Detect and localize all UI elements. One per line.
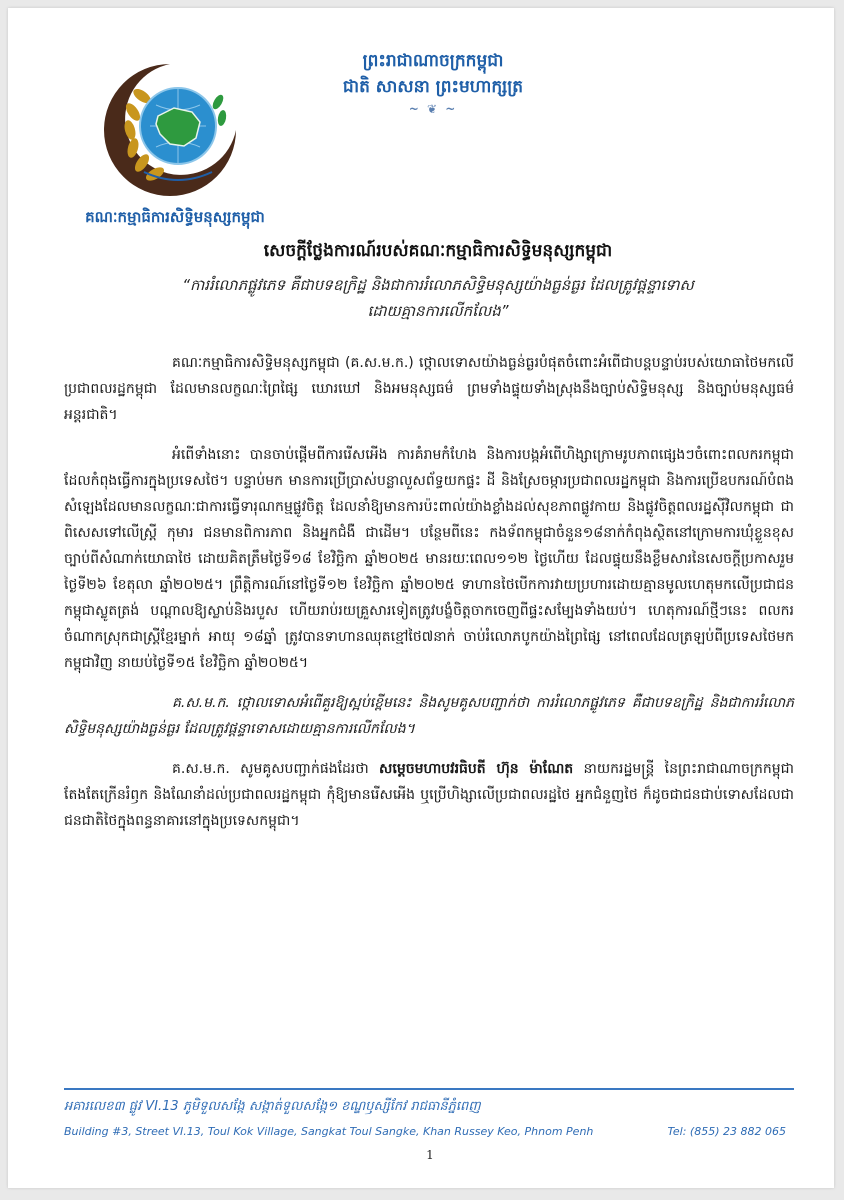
chrhc-emblem-icon <box>100 60 240 200</box>
organization-name: គណៈកម្មាធិការសិទ្ធិមនុស្សកម្ពុជា <box>85 208 265 226</box>
paragraph-4 <box>64 756 794 834</box>
paragraph-4-rest: នាយករដ្ឋមន្ត្រី នៃព្រះរាជាណាចក្រកម្ពុជា តែងតែក្រើនរំឭក និងណែនាំដល់ប្រជាពលរដ្ឋកម្ពុជា កុំឱ្យមានរើសអើង ឬប្រើហិង្សាលើប្រជាពលរដ្ឋថៃ អ្នកជំនួញថៃ ក៏ដូចជាជនជាប់ទោសដែលជាជនជាតិថៃក្នុងពន្ធនាគារនៅក្នុងប្រទេសកម្ពុជា។ <box>64 761 794 829</box>
ornament-divider: ~ ❦ ~ <box>408 102 458 116</box>
page-number: 1 <box>426 1148 434 1162</box>
document-subtitle <box>158 272 718 324</box>
document-page <box>8 8 834 1188</box>
footer-address-english: Building #3, Street VI.13, Toul Kok Village, Sangkat Toul Sangke, Khan Russey Keo, Phnom Penh <box>64 1125 594 1138</box>
paragraph-3: គ.ស.ម.ក. ថ្កោលទោសអំពើគួរឱ្យស្អប់ខ្ពើមនេះ និងសូមគូសបញ្ជាក់ថា ការរំលោភផ្លូវភេទ គឺជាបទឧក្រិដ្ឋ និងជាការរំលោភសិទ្ធិមនុស្សយ៉ាងធ្ងន់ធ្ងរ ដែលត្រូវផ្តន្ទាទោសដោយគ្មានការលើកលែង។ <box>64 695 794 737</box>
subtitle-line-2: ដោយគ្មានការលើកលែង” <box>367 302 509 320</box>
national-motto: ជាតិ សាសនា ព្រះមហាក្សត្រ <box>342 77 524 97</box>
kingdom-header <box>308 48 558 116</box>
prime-minister-name: សម្តេចមហាបវរធិបតី ហ៊ុន ម៉ាណែត <box>379 761 574 777</box>
document-title: សេចក្តីថ្លែងការណ៍របស់គណៈកម្មាធិការសិទ្ធិមនុស្សកម្ពុជា <box>263 241 613 261</box>
footer-address-khmer: អគារលេខ៣ ផ្លូវ VI.13 ភូមិទួលសង្កែ សង្កាត់ទួលសង្កែ១ ខណ្ឌឫស្សីកែវ រាជធានីភ្នំពេញ <box>64 1099 481 1114</box>
paragraph-2: អំពើទាំងនោះ បានចាប់ផ្តើមពីការរើសអើង ការគំរាមកំហែង និងការបង្កអំពើហិង្សាក្រោមរូបភាពផ្សេងៗចំពោះពលករកម្ពុជា ដែលកំពុងធ្វើការក្នុងប្រទេសថៃ។ បន្ទាប់មក មានការប្រើប្រាស់បន្លាលួសព័ទ្ធយកផ្ទះ ដី និងស្រែចម្ការប្រជាពលរដ្ឋកម្ពុជា និងការប្រើឧបករណ៍បំពងសំឡេងដែលមានលក្ខណៈជាការធ្វើទារុណកម្មផ្លូវចិត្ត ដែលនាំឱ្យមានការប៉ះពាល់យ៉ាងខ្លាំងដល់សុខភាពផ្លូវកាយ និងផ្លូវចិត្តពលរដ្ឋស៊ីវិលកម្ពុជា ជាពិសេសទៅលើស្ត្រី កុមារ ជនមានពិការភាព និងអ្នកជំងឺ ជាដើម។ បន្ថែមពីនេះ កងទ័ពកម្ពុជាចំនួន១៨នាក់កំពុងស្ថិតនៅក្រោមការឃុំខ្លួនខុសច្បាប់ពីសំណាក់យោធាថៃ ដោយគិតត្រឹមថ្ងៃទី១៨ ខែវិច្ឆិកា ឆ្នាំ២០២៥ មានរយៈពេល១១២ ថ្ងៃហើយ ដែលផ្ទុយនឹងខ្លឹមសារនៃសេចក្តីប្រកាសរួម ថ្ងៃទី២៦ ខែតុលា ឆ្នាំ២០២៥។ ព្រឹត្តិការណ៍នៅថ្ងៃទី១២ ខែវិច្ឆិកា ឆ្នាំ២០២៥ ទាហានថៃបើកការវាយប្រហារដោយគ្មានមូលហេតុមកលើប្រជាជនកម្ពុជាស្លូតត្រង់ បណ្តាលឱ្យស្លាប់និងរបួស ហើយរាប់រយគ្រួសារទៀតត្រូវបង្ខំចិត្តចាកចេញពីផ្ទះសម្បែងទាំងយប់។ ហេតុការណ៍ថ្មីៗនេះ ពលករចំណាកស្រុកជាស្ត្រីខ្មែរម្នាក់ អាយុ ១៨ឆ្នាំ ត្រូវបានទាហានឈុតខ្មៅថៃ៧នាក់ ចាប់រំលោភបូកយ៉ាងព្រៃផ្សៃ នៅពេលដែលត្រឡប់ពីប្រទេសថៃមកកម្ពុជាវិញ នាយប់ថ្ងៃទី១៥ ខែវិច្ឆិកា ឆ្នាំ២០២៥។ <box>64 447 794 671</box>
paragraph-1: គណៈកម្មាធិការសិទ្ធិមនុស្សកម្ពុជា (គ.ស.ម.ក.) ថ្កោលទោសយ៉ាងធ្ងន់ធ្ងរបំផុតចំពោះអំពើជាបន្តបន្ទាប់របស់យោធាថៃមកលើប្រជាពលរដ្ឋកម្ពុជា ដែលមានលក្ខណៈព្រៃផ្សៃ ឃោរឃៅ និងអមនុស្សធម៌ ព្រមទាំងផ្ទុយទាំងស្រុងនឹងច្បាប់សិទ្ធិមនុស្ស និងច្បាប់មនុស្សធម៌អន្តរជាតិ។ <box>64 355 794 423</box>
footer-telephone: Tel: (855) 23 882 065 <box>667 1125 786 1138</box>
kingdom-name: ព្រះរាជាណាចក្រកម្ពុជា <box>362 51 504 71</box>
footer-rule <box>64 1088 794 1090</box>
paragraph-4-intro: គ.ស.ម.ក. សូមគូសបញ្ជាក់ផងដែរថា <box>172 761 380 777</box>
subtitle-line-1: “ការរំលោភផ្លូវភេទ គឺជាបទឧក្រិដ្ឋ និងជាការរំលោភសិទ្ធិមនុស្សយ៉ាងធ្ងន់ធ្ងរ ដែលត្រូវផ្តន្ទាទោស <box>182 276 694 294</box>
document-body <box>64 350 794 848</box>
